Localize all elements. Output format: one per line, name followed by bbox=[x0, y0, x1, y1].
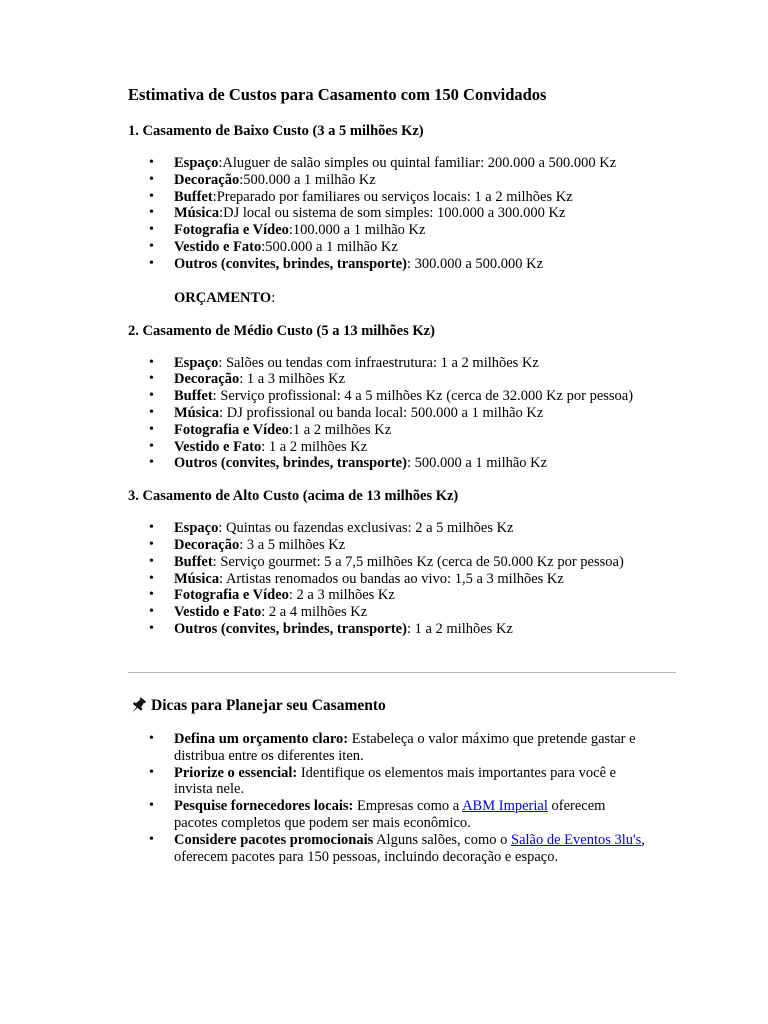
budget-line bbox=[128, 290, 688, 307]
list-item bbox=[128, 798, 648, 832]
tips-heading bbox=[128, 695, 688, 717]
tip-label: Defina um orçamento claro: bbox=[174, 731, 349, 747]
item-label: Decoração bbox=[174, 171, 240, 188]
item-text: :500.000 a 1 milhão Kz bbox=[261, 238, 398, 255]
list-item bbox=[128, 355, 688, 372]
item-text: :Aluguer de salão simples ou quintal familiar: 200.000 a 500.000 Kz bbox=[218, 155, 617, 171]
list-item bbox=[128, 239, 688, 256]
list-item bbox=[128, 520, 688, 537]
item-label: Música bbox=[174, 570, 220, 587]
item-label: Fotografia e Vídeo bbox=[174, 421, 289, 438]
document-body bbox=[128, 84, 688, 638]
item-label: Buffet bbox=[174, 553, 213, 570]
item-label: Vestido e Fato bbox=[174, 604, 262, 621]
list-item bbox=[128, 388, 688, 405]
tip-label: Pesquise fornecedores locais: bbox=[174, 798, 354, 815]
tip-text: Estabeleça o valor máximo que pretende gastar e distribua entre os diferentes iten. bbox=[174, 731, 636, 764]
high-cost-list bbox=[128, 520, 688, 638]
item-text: : 2 a 4 milhões Kz bbox=[261, 604, 368, 621]
item-label: Vestido e Fato bbox=[174, 238, 262, 255]
item-text: : DJ profissional ou banda local: 500.000 a 1 milhão Kz bbox=[219, 404, 544, 421]
section-heading-medium-cost: 2. Casamento de Médio Custo (5 a 13 milhões Kz) bbox=[128, 322, 435, 339]
tip-text-post: oferecem pacotes completos que podem ser mais econômico. bbox=[174, 798, 606, 831]
item-text: :Preparado por familiares ou serviços locais: 1 a 2 milhões Kz bbox=[212, 188, 573, 205]
section-heading-low-cost: 1. Casamento de Baixo Custo (3 a 5 milhões Kz) bbox=[128, 123, 424, 139]
list-item bbox=[128, 765, 648, 799]
item-text: : Salões ou tendas com infraestrutura: 1 a 2 milhões Kz bbox=[218, 354, 539, 371]
item-text: :500.000 a 1 milhão Kz bbox=[239, 171, 376, 188]
item-label: Fotografia e Vídeo bbox=[174, 222, 289, 239]
list-item bbox=[128, 554, 688, 571]
list-item bbox=[128, 256, 688, 273]
item-label: Vestido e Fato bbox=[174, 438, 262, 455]
abm-imperial-link[interactable]: ABM Imperial bbox=[462, 798, 548, 815]
item-text: : 3 a 5 milhões Kz bbox=[239, 536, 346, 553]
pushpin-icon bbox=[128, 696, 148, 716]
list-item bbox=[128, 537, 688, 554]
tips-section bbox=[128, 695, 688, 865]
item-label: Decoração bbox=[174, 536, 240, 553]
list-item bbox=[128, 621, 688, 638]
list-item bbox=[128, 371, 688, 388]
item-text: : 500.000 a 1 milhão Kz bbox=[406, 455, 548, 472]
item-text: :1 a 2 milhões Kz bbox=[288, 421, 392, 438]
item-label: Música bbox=[174, 205, 220, 222]
list-item bbox=[128, 422, 688, 439]
item-label: Espaço bbox=[174, 520, 219, 537]
item-text: : 1 a 3 milhões Kz bbox=[239, 371, 346, 388]
item-text: : Serviço gourmet: 5 a 7,5 milhões Kz (cerca de 50.000 Kz por pessoa) bbox=[212, 553, 624, 570]
salao-de-eventos-link[interactable]: Salão de Eventos 3lu's bbox=[511, 831, 642, 848]
list-item bbox=[128, 405, 688, 422]
item-text: : Quintas ou fazendas exclusivas: 2 a 5 milhões Kz bbox=[218, 520, 514, 537]
item-text: : 1 a 2 milhões Kz bbox=[406, 620, 513, 637]
list-item bbox=[128, 189, 688, 206]
item-text: :100.000 a 1 milhão Kz bbox=[288, 222, 426, 239]
item-label: Outros (convites, brindes, transporte) bbox=[174, 620, 407, 637]
tip-label: Considere pacotes promocionais bbox=[174, 831, 374, 848]
document-title: Estimativa de Custos para Casamento com 150 Convidados bbox=[128, 85, 547, 104]
item-label: Decoração bbox=[174, 371, 240, 388]
tip-text-pre: Empresas como a bbox=[353, 798, 463, 815]
list-item bbox=[128, 587, 688, 604]
list-item bbox=[128, 731, 648, 765]
item-text: : Artistas renomados ou bandas ao vivo: 1,5 a 3 milhões Kz bbox=[219, 570, 564, 587]
item-label: Outros (convites, brindes, transporte) bbox=[174, 455, 407, 472]
list-item bbox=[128, 205, 688, 222]
item-label: Espaço bbox=[174, 354, 219, 371]
item-label: Outros (convites, brindes, transporte) bbox=[174, 255, 407, 272]
list-item bbox=[128, 832, 648, 866]
tip-text: Identifique os elementos mais importantes para você e invista nele. bbox=[174, 764, 617, 798]
list-item bbox=[128, 222, 688, 239]
list-item bbox=[128, 439, 688, 456]
item-label: Buffet bbox=[174, 388, 213, 405]
item-text: : 1 a 2 milhões Kz bbox=[261, 438, 368, 455]
item-text: : 300.000 a 500.000 Kz bbox=[406, 255, 544, 272]
list-item bbox=[128, 155, 688, 172]
medium-cost-list bbox=[128, 355, 688, 473]
list-item bbox=[128, 172, 688, 189]
item-text: :DJ local ou sistema de som simples: 100.000 a 300.000 Kz bbox=[219, 205, 566, 222]
tip-text-pre: Alguns salões, como o bbox=[373, 831, 511, 848]
list-item bbox=[128, 455, 688, 472]
horizontal-divider bbox=[128, 672, 676, 673]
tips-list bbox=[128, 731, 648, 865]
list-item bbox=[128, 604, 688, 621]
low-cost-list bbox=[128, 155, 688, 273]
list-item bbox=[128, 571, 688, 588]
tip-label: Priorize o essencial: bbox=[174, 764, 298, 781]
item-label: Música bbox=[174, 404, 220, 421]
tip-text-post: , oferecem pacotes para 150 pessoas, incluindo decoração e espaço. bbox=[174, 831, 645, 865]
tips-heading-text: Dicas para Planejar seu Casamento bbox=[151, 697, 386, 714]
item-label: Buffet bbox=[174, 188, 213, 205]
item-text: : 2 a 3 milhões Kz bbox=[288, 587, 395, 604]
item-label: Espaço bbox=[174, 155, 219, 171]
budget-suffix: : bbox=[271, 289, 276, 306]
section-heading-high-cost: 3. Casamento de Alto Custo (acima de 13 milhões Kz) bbox=[128, 488, 459, 505]
item-text: : Serviço profissional: 4 a 5 milhões Kz (cerca de 32.000 Kz por pessoa) bbox=[212, 388, 634, 405]
budget-label: ORÇAMENTO bbox=[174, 289, 272, 306]
item-label: Fotografia e Vídeo bbox=[174, 587, 289, 604]
